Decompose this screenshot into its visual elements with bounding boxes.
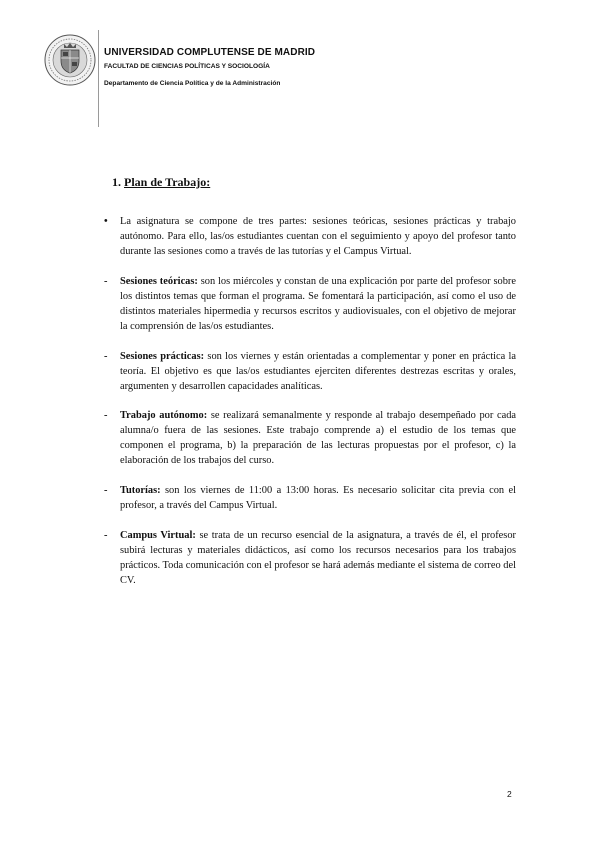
header-divider — [98, 30, 99, 127]
item-text: son los miércoles y constan de una explicación por parte del profesor sobre los distintos temas que forman el programa. Se fomentará la participación, así como el uso de distintos materiales hipermedia y recursos escritos y audiovisuales, con el objetivo de mejorar la comprensión de las/os estudiantes. — [120, 276, 516, 332]
university-name: UNIVERSIDAD COMPLUTENSE DE MADRID — [104, 47, 316, 58]
item-text: se trata de un recurso esencial de la asignatura, a través de él, el profesor subirá lecturas y materiales didácticos, así como los recursos necesarios para los trabajos prácticos. Toda comunicación con el profesor se hará además mediante el sistema de correo del CV. — [120, 530, 516, 586]
page-number: 2 — [507, 789, 512, 799]
item-label: Tutorías: — [120, 485, 161, 496]
dash-marker: - — [104, 530, 108, 541]
page-header — [0, 0, 600, 130]
dash-marker: - — [104, 410, 108, 421]
item-label: Campus Virtual: — [120, 530, 196, 541]
item-text: son los viernes y están orientadas a complementar y poner en práctica la teoría. El objetivo es que las/os estudiantes ejerciten diferentes destrezas escritas y orales, argumenten y desarrollen capacidades analíticas. — [120, 351, 516, 392]
dash-marker: - — [104, 351, 108, 362]
university-seal-icon — [44, 32, 96, 88]
item-campus-virtual — [104, 528, 516, 588]
item-label: Trabajo autónomo: — [120, 410, 208, 421]
item-tutorias — [104, 483, 516, 513]
item-text: son los viernes de 11:00 a 13:00 horas. Es necesario solicitar cita previa con el profesor, a través del Campus Virtual. — [120, 485, 516, 511]
dash-marker: - — [104, 485, 108, 496]
item-trabajo-autonomo — [104, 408, 516, 468]
faculty-name: FACULTAD DE CIENCIAS POLÍTICAS Y SOCIOLOGÍA — [104, 63, 270, 70]
item-label: Sesiones teóricas: — [120, 276, 198, 287]
section-number: 1. — [112, 175, 121, 189]
intro-text: La asignatura se compone de tres partes: sesiones teóricas, sesiones prácticas y trabajo autónomo. Para ello, las/os estudiantes cuentan con el seguimiento y apoyo del profesor tanto durante las sesiones como a través de las tutorías y el Campus Virtual. — [120, 216, 516, 257]
intro-bullet — [104, 214, 516, 259]
section-title-text: Plan de Trabajo: — [124, 175, 211, 189]
item-label: Sesiones prácticas: — [120, 351, 205, 362]
item-text: se realizará semanalmente y responde al trabajo desempeñado por cada alumna/o fuera de las sesiones. Este trabajo comprende a) el estudio de los temas que componen el programa, b) la preparación de las lecturas propuestas por el profesor, c) la elaboración de los trabajos del curso. — [120, 410, 516, 466]
dash-marker: - — [104, 276, 108, 287]
department-name: Departamento de Ciencia Política y de la Administración — [104, 80, 281, 87]
bullet-marker: • — [104, 216, 108, 227]
item-sesiones-practicas — [104, 349, 516, 394]
item-sesiones-teoricas — [104, 274, 516, 334]
section-title — [112, 175, 210, 190]
